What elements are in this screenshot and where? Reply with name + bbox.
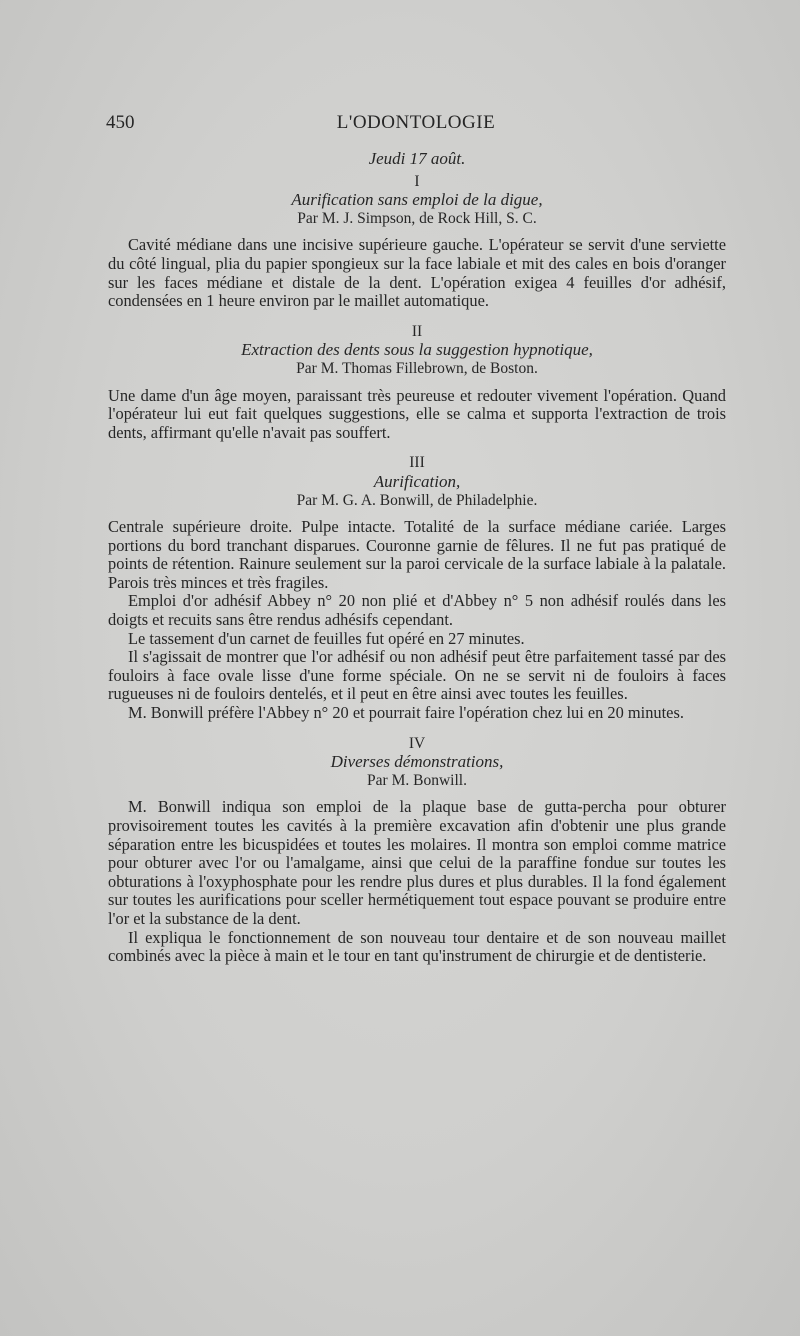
paragraph: Cavité médiane dans une incisive supérieure gauche. L'opérateur se servit d'une serviette du côté lingual, plia du papier spongieux sur la face labiale et mit des cales en bois d'oranger sur les faces médiane et distale de la dent. L'opération exigea 4 feuilles d'or adhésif, condensées en 1 heure environ par le maillet automatique. — [108, 235, 726, 311]
section-date: Jeudi 17 août. — [368, 149, 466, 168]
section-4 — [108, 735, 726, 966]
paragraph: M. Bonwill préfère l'Abbey n° 20 et pourrait faire l'opération chez lui en 20 minutes. — [128, 703, 684, 723]
paragraph: Une dame d'un âge moyen, paraissant très peureuse et redouter vivement l'opération. Quand l'opérateur lui eut fait quelques suggestions, elle se calma et supporta l'extraction de trois dents, affirmant qu'elle n'avait pas souffert. — [108, 385, 726, 442]
paragraph: Il expliqua le fonctionnement de son nouveau tour dentaire et de son nouveau maillet combinés avec la pièce à main et le tour en tant qu'instrument de chirurgie et de dentisterie. — [108, 927, 726, 966]
section-author: Par M. J. Simpson, de Rock Hill, S. C. — [297, 209, 537, 227]
page-header — [106, 112, 726, 138]
section-numeral: III — [409, 454, 425, 472]
section-2 — [108, 323, 726, 443]
section-title: Aurification sans emploi de la digue, — [291, 190, 543, 210]
section-author: Par M. Bonwill. — [367, 771, 467, 789]
section-numeral: IV — [408, 734, 426, 752]
section-title: Aurification, — [373, 471, 461, 491]
section-3 — [108, 454, 726, 722]
section-author: Par M. G. A. Bonwill, de Philadelphie. — [296, 491, 538, 509]
page-body — [108, 150, 726, 966]
running-title: L'ODONTOLOGIE — [336, 112, 496, 133]
paragraph: M. Bonwill indiqua son emploi de la plaque base de gutta-percha pour obturer provisoirement toutes les cavités à la première excavation afin d'obtenir une plus grande séparation entre les bicuspidées et toutes les molaires. Il montra son emploi comme matrice pour obturer avec l'or ou l'amalgame, ainsi que celui de la paraffine fondue sur toutes les obturations à l'oxyphosphate pour les rendre plus dures et plus durables. Il la fond également sur toutes les aurifications pour sceller hermétiquement tout espace pouvant se produire entre l'or et la substance de la dent. — [108, 797, 726, 928]
paragraph: Il s'agissait de montrer que l'or adhésif ou non adhésif peut être parfaitement tassé par des fouloirs à face ovale lisse d'une forme spéciale. On ne se servit ni de fouloirs à faces rugueuses ni de fouloirs dentelés, et il peut en être ainsi avec toutes les feuilles. — [108, 647, 726, 704]
paragraph: Centrale supérieure droite. Pulpe intacte. Totalité de la surface médiane cariée. Larges portions du bord tranchant disparues. Couronne garnie de fêlures. Il ne fut pas pratiqué de points de rétention. Rainure seulement sur la paroi cervicale de la surface labiale à la palatale. Parois très minces et très fragiles. — [108, 517, 726, 592]
section-author: Par M. Thomas Fillebrown, de Boston. — [296, 359, 538, 377]
section-title: Diverses démonstrations, — [330, 752, 504, 772]
section-1 — [108, 173, 726, 311]
section-title: Extraction des dents sous la suggestion hypnotique, — [241, 340, 593, 360]
section-numeral: I — [414, 172, 420, 190]
page-number: 450 — [106, 112, 135, 133]
paragraph: Le tassement d'un carnet de feuilles fut opéré en 27 minutes. — [128, 628, 525, 648]
paragraph: Emploi d'or adhésif Abbey n° 20 non plié et d'Abbey n° 5 non adhésif roulés dans les doigts et recuits sans être rendus adhésifs cependant. — [108, 591, 726, 630]
section-numeral: II — [411, 322, 423, 340]
